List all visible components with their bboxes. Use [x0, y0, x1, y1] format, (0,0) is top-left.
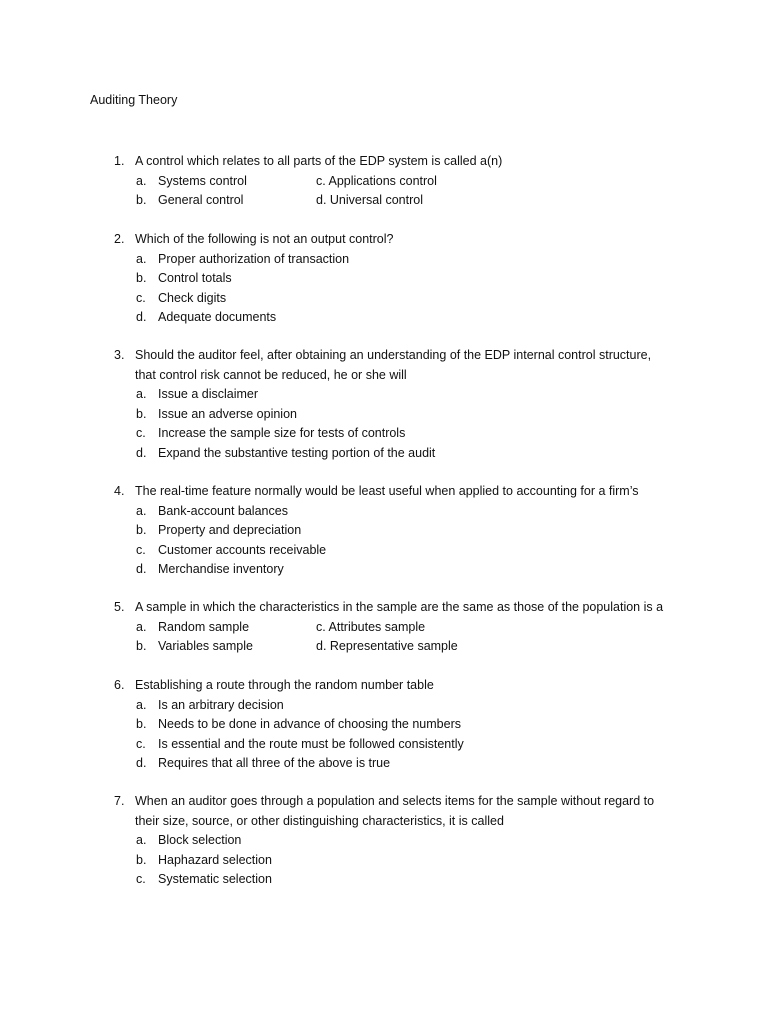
option-text: c. Applications control: [316, 173, 437, 188]
question-text: A sample in which the characteristics in the sample are the same as those of the population is a: [135, 600, 664, 614]
question-4: [114, 482, 694, 580]
option-text: Proper authorization of transaction: [158, 251, 350, 266]
option-row: [114, 385, 694, 405]
option-text: Control totals: [158, 271, 232, 285]
option-letter: a.: [136, 619, 147, 634]
question-line: [114, 792, 694, 812]
question-2: [114, 230, 694, 328]
question-3: [114, 346, 694, 463]
question-text: Which of the following is not an output control?: [135, 232, 394, 246]
option-text: Requires that all three of the above is true: [158, 756, 391, 770]
option-row: [114, 269, 694, 289]
option-text: Needs to be done in advance of choosing the numbers: [158, 717, 461, 731]
option-text: Haphazard selection: [158, 852, 272, 867]
question-text: Should the auditor feel, after obtaining an understanding of the EDP internal control structure,: [135, 348, 652, 362]
option-row: [114, 754, 694, 774]
option-letter: b.: [136, 193, 147, 207]
question-text: When an auditor goes through a population and selects items for the sample without regard to: [135, 794, 655, 808]
option-letter: b.: [136, 717, 147, 731]
option-row: [114, 637, 694, 657]
option-text: Issue an adverse opinion: [158, 406, 297, 421]
option-letter: c.: [136, 872, 146, 886]
option-row: [114, 172, 694, 192]
option-row: [114, 521, 694, 541]
option-text: Issue a disclaimer: [158, 387, 259, 401]
question-line: [114, 152, 694, 172]
question-number: 2.: [114, 232, 125, 246]
option-letter: d.: [136, 756, 147, 770]
question-text: Establishing a route through the random number table: [135, 678, 434, 692]
document-title: Auditing Theory: [90, 93, 178, 107]
option-text: Expand the substantive testing portion of the audit: [158, 445, 436, 460]
option-text: Increase the sample size for tests of controls: [158, 426, 406, 440]
option-text: Systematic selection: [158, 872, 272, 886]
question-7: [114, 792, 694, 890]
question-text: their size, source, or other distinguishing characteristics, it is called: [135, 813, 504, 828]
option-letter: c.: [136, 426, 146, 440]
question-line: [114, 482, 694, 502]
question-1: [114, 152, 694, 211]
option-text: Systems control: [158, 173, 247, 188]
question-number: 3.: [114, 348, 125, 362]
question-line: [114, 676, 694, 696]
option-text: c. Attributes sample: [316, 619, 426, 634]
option-letter: d.: [136, 310, 147, 324]
question-line: [114, 598, 694, 618]
option-row: [114, 715, 694, 735]
option-letter: c.: [136, 542, 146, 557]
option-letter: c.: [136, 736, 146, 751]
option-row: [114, 696, 694, 716]
option-letter: b.: [136, 639, 147, 653]
option-row: [114, 289, 694, 309]
option-letter: b.: [136, 852, 147, 867]
question-text: The real-time feature normally would be least useful when applied to accounting for a firm’s: [135, 484, 639, 498]
option-text: Merchandise inventory: [158, 562, 284, 576]
option-row: [114, 618, 694, 638]
option-text: Block selection: [158, 833, 242, 847]
option-row: [114, 502, 694, 522]
option-text: Variables sample: [158, 639, 253, 653]
option-row: [114, 308, 694, 328]
option-text: Bank-account balances: [158, 503, 288, 518]
question-line: [114, 366, 694, 386]
question-text: that control risk cannot be reduced, he or she will: [135, 367, 407, 382]
option-row: [114, 405, 694, 425]
option-row: [114, 250, 694, 270]
option-text: Is an arbitrary decision: [158, 697, 284, 712]
option-text: Adequate documents: [158, 310, 277, 324]
option-row: [114, 541, 694, 561]
option-row: [114, 560, 694, 580]
option-letter: c.: [136, 290, 146, 305]
option-row: [114, 735, 694, 755]
option-text: d. Representative sample: [316, 639, 458, 653]
question-text: A control which relates to all parts of the EDP system is called a(n): [135, 154, 503, 168]
option-text: Customer accounts receivable: [158, 542, 327, 557]
question-6: [114, 676, 694, 774]
question-line: [114, 812, 694, 832]
option-letter: b.: [136, 406, 147, 421]
option-row: [114, 444, 694, 464]
question-number: 5.: [114, 600, 125, 614]
option-text: Check digits: [158, 290, 227, 305]
option-text: General control: [158, 193, 244, 207]
option-text: Random sample: [158, 619, 250, 634]
option-letter: d.: [136, 562, 147, 576]
question-number: 4.: [114, 484, 125, 498]
option-letter: b.: [136, 523, 147, 537]
option-text: Property and depreciation: [158, 523, 302, 537]
question-line: [114, 346, 694, 366]
option-letter: a.: [136, 251, 147, 266]
question-line: [114, 230, 694, 250]
question-number: 1.: [114, 154, 125, 168]
option-letter: b.: [136, 271, 147, 285]
question-number: 7.: [114, 794, 125, 808]
option-letter: a.: [136, 503, 147, 518]
option-row: [114, 191, 694, 211]
option-letter: a.: [136, 697, 147, 712]
option-row: [114, 870, 694, 890]
option-letter: a.: [136, 387, 147, 401]
option-letter: a.: [136, 833, 147, 847]
option-text: d. Universal control: [316, 193, 423, 207]
question-number: 6.: [114, 678, 125, 692]
option-letter: a.: [136, 173, 147, 188]
option-row: [114, 851, 694, 871]
question-5: [114, 598, 694, 657]
option-letter: d.: [136, 445, 147, 460]
option-text: Is essential and the route must be followed consistently: [158, 736, 464, 751]
option-row: [114, 831, 694, 851]
option-row: [114, 424, 694, 444]
